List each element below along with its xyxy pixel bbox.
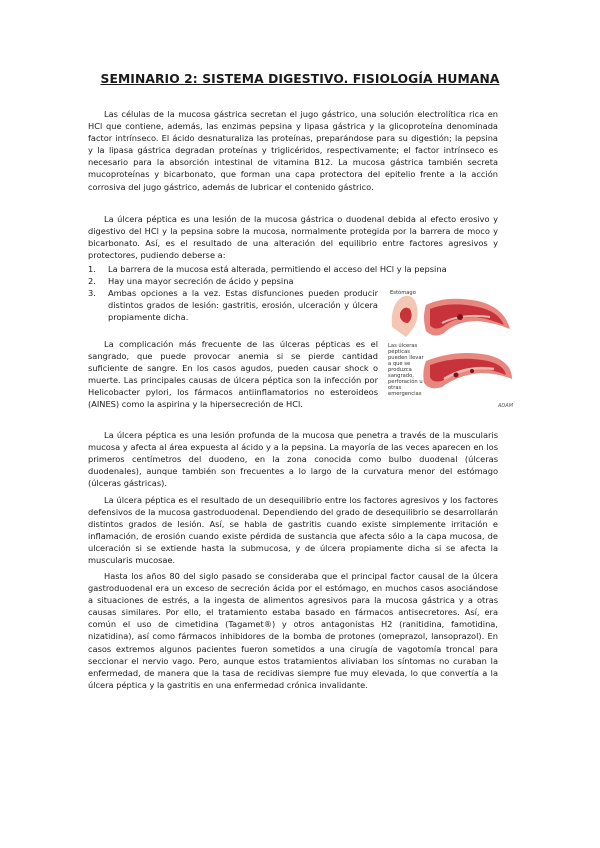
paragraph-ulcer-definition: La úlcera péptica es una lesión de la mucosa gástrica o duodenal debida al efecto erosivo y digestivo del HCl y la pepsina sobre la mucosa, normalmente protegida por la barrera de moco y bicarbonato. Así, es el resultado de una alteración del equilibrio entre factores agresivos y protectores, pudiendo deberse a: — [88, 214, 498, 261]
stomach-label: Estómago — [390, 290, 416, 296]
ulcer-spot — [457, 314, 463, 320]
page-title: SEMINARIO 2: SISTEMA DIGESTIVO. FISIOLOGÍA HUMANA — [100, 72, 500, 86]
list-item — [88, 263, 498, 275]
figure-credit: ADAM — [498, 403, 514, 409]
list-number: 3. — [88, 288, 96, 299]
list-text: Ambas opciones a la vez. Estas disfunciones pueden producir distintos grados de lesión: gastritis, erosión, ulceración y úlcera propiamente dicha. — [108, 288, 378, 323]
stomach-ulcer-illustration — [386, 287, 514, 413]
paragraph-gastric-juice: Las células de la mucosa gástrica secretan el jugo gástrico, una solución electrolítica rica en HCl que contiene, además, las enzimas pepsina y lipasa gástrica y la glicoproteína denominada factor intrínseco. El ácido desnaturaliza las proteínas, preparándose para su digestión; la pepsina y la lipasa gástrica degradan proteínas y triglicéridos, respectivamente; el factor intrínseco es necesario para la absorción intestinal de vitamina B12. La mucosa gástrica también secreta mucoproteínas y bicarbonato, que forman una capa protectora del epitelio frente a la acción corrosiva del jugo gástrico, además de lubricar el contenido gástrico. — [88, 109, 498, 192]
list-text: La barrera de la mucosa está alterada, permitiendo el acceso del HCl y la pepsina — [108, 264, 447, 274]
paragraph-deep-lesion: La úlcera péptica es una lesión profunda de la mucosa que penetra a través de la muscularis mucosa y afecta al área expuesta al ácido y a la pepsina. La mayoría de las veces aparecen en los primeros centímetros del duodeno, en la zona conocida como bulbo duodenal (úlceras duodenales), aunque también son frecuentes a lo largo de la curvatura menor del estómago (úlceras gástricas). — [88, 430, 498, 489]
paragraph-history-treatment: Hasta los años 80 del siglo pasado se consideraba que el principal factor causal de la úlcera gastroduodenal era un exceso de secreción ácida por el estómago, en muchos casos asociándose a situaciones de estrés, a la ingesta de alimentos agresivos para la mucosa gástrica y a otras causas similares. Por ello, el tratamiento estaba basado en fármacos antisecretores. Así, era común el uso de cimetidina (Tagamet®) y otros antagonistas H2 (ranitidina, famotidina, nizatidina), así como fármacos inhibidores de la bomba de protones (omeprazol, lansoprazol). En casos extremos algunos pacientes fueron sometidos a una cirugía de vagotomía troncal para seccionar el nervio vago. Pero, aunque estos tratamientos aliviaban los síntomas no curaban la enfermedad, de manera que la tasa de recidivas siempre fue muy elevada, lo que convertía a la úlcera péptica y la gastritis en una enfermedad crónica invalidante. — [88, 571, 498, 690]
paragraph-complications: La complicación más frecuente de las úlceras pépticas es el sangrado, que puede provocar anemia si se pierde cantidad suficiente de sangre. En los casos agudos, pueden causar shock o muerte. Las principales causas de úlcera péptica son la infección por Helicobacter pylori, los fármacos antiinflamatorios no esteroideos (AINES) como la aspirina y la hipersecreción de HCl. — [88, 339, 378, 410]
list-item — [88, 275, 498, 287]
list-text: Hay una mayor secreción de ácido y pepsina — [108, 276, 294, 287]
list-number: 2. — [88, 276, 96, 287]
list-item — [88, 287, 378, 323]
figure-caption: Las úlceras pépticas pueden llevar a que se produzca sangrado, perforación u otras emergencias — [388, 343, 424, 397]
list-number: 1. — [88, 264, 96, 274]
paragraph-imbalance: La úlcera péptica es el resultado de un desequilibrio entre los factores agresivos y los factores defensivos de la mucosa gastroduodenal. Dependiendo del grado de desequilibrio se desarrollarán distintos grados de lesión. Así, se habla de gastritis cuando existe simplemente irritación e inflamación, de erosión cuando existe pérdida de sustancia que afecta sólo a la capa mucosa, de ulceración si se extiende hasta la submucosa, y de úlcera propiamente dicha si se afecta la muscularis mucosae. — [88, 495, 498, 566]
